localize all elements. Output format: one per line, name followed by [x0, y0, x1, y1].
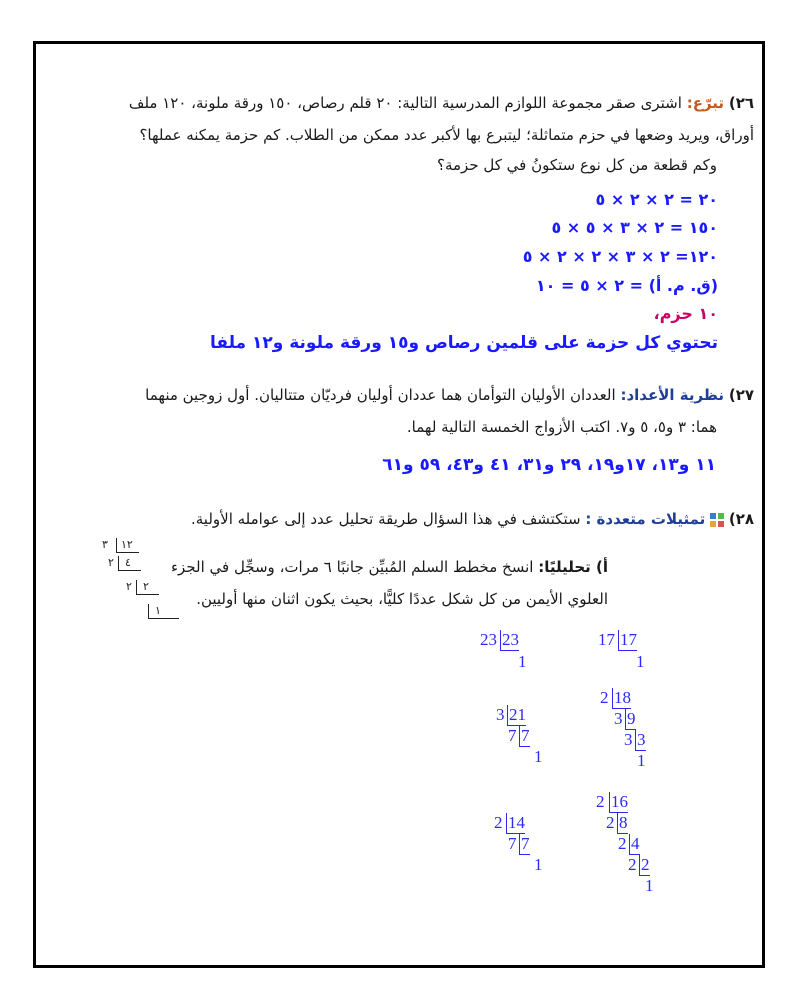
ladder-16 — [596, 792, 676, 912]
q26-factor-20: ٢٠ = ٢ × ٢ × ٥ — [595, 190, 718, 209]
ladder-18-n1: 18 — [614, 688, 631, 707]
ladder-18-factor-2: 3 — [614, 709, 623, 728]
ladder-14 — [494, 813, 574, 893]
ladder-16-n2: 8 — [619, 813, 628, 832]
q27-line2: هما: ٣ و٥، ٥ و٧. اكتب الأزواج الخمسة التالية لهما. — [406, 418, 717, 436]
q26-text-1: اشترى صقر مجموعة اللوازم المدرسية التالية: ٢٠ قلم رصاص، ١٥٠ ورقة ملونة، ١٢٠ ملف — [128, 94, 682, 112]
ladder-16-n4: 2 — [641, 855, 650, 874]
q26-line2: أوراق، ويريد وضعها في حزم متماثلة؛ ليتبرع بها لأكبر عدد ممكن من الطلاب. كم حزمة يمكنه عملها؟ — [139, 126, 754, 144]
ladder-23-factor: 23 — [480, 630, 497, 649]
demo-end: ١ — [148, 604, 179, 619]
ladder-18-factor-1: 2 — [600, 688, 609, 707]
ladder-21-n2: 7 — [521, 726, 530, 745]
demo-ladder-diagram — [88, 538, 188, 628]
q26-number: ٢٦) — [728, 94, 754, 112]
q28-intro: ستكتشف في هذا السؤال طريقة تحليل عدد إلى عوامله الأولية. — [191, 510, 581, 528]
ladder-16-factor-1: 2 — [596, 792, 605, 811]
demo-factor-3: ٢ — [126, 580, 132, 593]
q26-factor-120: ١٢٠= ٢ × ٣ × ٢ × ٢ × ٥ — [522, 247, 718, 266]
q27-keyword: نظرية الأعداد: — [620, 386, 725, 404]
q27-text-1: العددان الأوليان التوأمان هما عددان أوليان فرديّان متتاليان. أول زوجين منهما — [145, 386, 616, 404]
ladder-18-factor-3: 3 — [624, 730, 633, 749]
q28-part-a-label: أ) تحليليًا: — [538, 558, 608, 576]
multiple-representations-icon — [710, 513, 724, 527]
q26-keyword: تبرّع: — [686, 94, 725, 112]
ladder-17-number: 17 — [620, 630, 637, 649]
ladder-23-one: 1 — [518, 652, 527, 671]
ladder-21-n1: 21 — [509, 705, 526, 724]
ladder-14-n1: 14 — [508, 813, 525, 832]
ladder-17 — [598, 630, 678, 680]
q28-number: ٢٨) — [728, 510, 754, 528]
ladder-16-factor-2: 2 — [606, 813, 615, 832]
q27-number: ٢٧) — [728, 386, 754, 404]
q28-keyword: تمثيلات متعددة : — [585, 510, 706, 528]
ladder-21-factor-1: 3 — [496, 705, 505, 724]
ladder-18-one: 1 — [637, 751, 646, 770]
ladder-18-n3: 3 — [637, 730, 646, 749]
q28-line1 — [191, 510, 754, 528]
q26-line3: وكم قطعة من كل نوع ستكونُ في كل حزمة؟ — [437, 156, 717, 174]
q27-answer: ١١ و١٣، ١٧و١٩، ٢٩ و٣١، ٤١ و٤٣، ٥٩ و٦١ — [382, 455, 716, 475]
ladder-17-one: 1 — [636, 652, 645, 671]
demo-factor-1: ٣ — [102, 538, 108, 551]
ladder-21-factor-2: 7 — [508, 726, 517, 745]
ladder-21 — [496, 705, 576, 785]
q28-part-a-line2: العلوي الأيمن من كل شكل عددًا كليًّا، بحيث يكون اثنان منها أوليين. — [196, 590, 608, 608]
q26-answer: تحتوي كل حزمة على قلمين رصاص و١٥ ورقة ملونة و١٢ ملفا — [209, 333, 718, 353]
ladder-17-factor: 17 — [598, 630, 615, 649]
ladder-16-n3: 4 — [631, 834, 640, 853]
ladder-23 — [480, 630, 560, 680]
q26-factor-150: ١٥٠ = ٢ × ٣ × ٥ × ٥ — [551, 218, 718, 237]
ladder-14-n2: 7 — [521, 834, 530, 853]
q26-bundles: ١٠ حزم، — [653, 304, 718, 323]
ladder-16-factor-4: 2 — [628, 855, 637, 874]
q27-line1 — [145, 386, 754, 404]
demo-low: ٢ — [136, 580, 159, 595]
demo-top: ١٢ — [116, 538, 139, 553]
q26-line1 — [129, 94, 754, 112]
ladder-14-one: 1 — [534, 855, 543, 874]
q26-gcf: (ق. م. أ) = ٢ × ٥ = ١٠ — [535, 276, 718, 295]
ladder-23-number: 23 — [502, 630, 519, 649]
ladder-18-n2: 9 — [627, 709, 636, 728]
ladder-18 — [600, 688, 680, 788]
ladder-16-one: 1 — [645, 876, 654, 895]
ladder-21-one: 1 — [534, 747, 543, 766]
ladder-16-factor-3: 2 — [618, 834, 627, 853]
demo-mid: ٤ — [118, 556, 141, 571]
q28-part-a-text-1: انسخ مخطط السلم المُبيِّن جانبًا ٦ مرات، وسجِّل في الجزء — [170, 558, 534, 576]
ladder-14-factor-1: 2 — [494, 813, 503, 832]
ladder-14-factor-2: 7 — [508, 834, 517, 853]
demo-factor-2: ٢ — [108, 556, 114, 569]
ladder-16-n1: 16 — [611, 792, 628, 811]
q28-part-a-line1 — [171, 558, 608, 576]
